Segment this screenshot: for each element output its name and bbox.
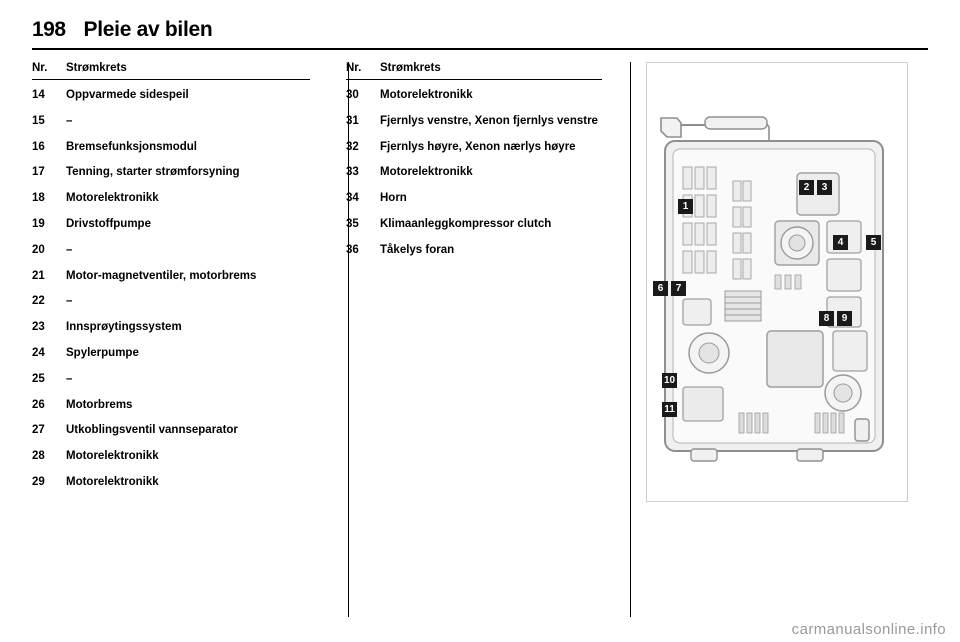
callout-9: 9 [837, 311, 852, 326]
fuse-circuit: – [66, 295, 73, 308]
fuse-number: 33 [346, 166, 359, 179]
table-row [346, 238, 602, 264]
fuse-number: 16 [32, 140, 45, 153]
fuse-circuit: Innsprøytingssystem [66, 321, 182, 334]
page-number: 198 [32, 18, 66, 41]
fuse-circuit: Klimaanleggkompressor clutch [380, 217, 552, 230]
table-header-row [32, 62, 310, 80]
callout-5: 5 [866, 235, 881, 250]
fuse-circuit: – [66, 114, 73, 127]
table-row [346, 135, 602, 161]
fuse-circuit: Fjernlys høyre, Xenon nærlys høyre [380, 140, 576, 153]
table-row [32, 444, 310, 470]
table-row [32, 109, 310, 135]
content-columns [32, 62, 928, 617]
callout-4: 4 [833, 235, 848, 250]
diagram-column [616, 62, 928, 617]
table-row [346, 80, 602, 109]
fuse-number: 27 [32, 424, 45, 437]
fuse-circuit: Motorelektronikk [380, 166, 473, 179]
fuse-number: 35 [346, 217, 359, 230]
fuse-table-column-2 [324, 62, 616, 617]
fuse-circuit: – [66, 372, 73, 385]
fuse-circuit: – [66, 243, 73, 256]
table-row [32, 341, 310, 367]
table-row [32, 212, 310, 238]
column-header-circuit: Strømkrets [66, 62, 127, 74]
table-row [32, 470, 310, 496]
fuse-number: 19 [32, 217, 45, 230]
fuse-number: 20 [32, 243, 45, 256]
fuse-number: 24 [32, 346, 45, 359]
fuse-number: 25 [32, 372, 45, 385]
fuse-circuit: Tåkelys foran [380, 243, 455, 256]
fuse-number: 18 [32, 192, 45, 205]
callout-10: 10 [664, 375, 676, 386]
fuse-table-column-1 [32, 62, 324, 617]
table-row [32, 367, 310, 393]
fuse-circuit: Oppvarmede sidespeil [66, 89, 189, 101]
fuse-circuit: Spylerpumpe [66, 346, 139, 359]
callout-2: 2 [799, 180, 814, 195]
fuse-circuit: Tenning, starter strømforsyning [66, 166, 240, 179]
fuse-number: 36 [346, 243, 359, 256]
fuse-number: 28 [32, 450, 45, 463]
callout-1: 1 [678, 199, 693, 214]
callout-6: 6 [653, 281, 668, 296]
table-row [32, 238, 310, 264]
fuse-circuit: Motorelektronikk [380, 89, 473, 101]
column-header-no: Nr. [32, 62, 48, 74]
table-row [346, 160, 602, 186]
fuse-circuit: Bremsefunksjonsmodul [66, 140, 197, 153]
table-row [32, 264, 310, 290]
fuse-number: 22 [32, 295, 45, 308]
fuse-circuit: Utkoblingsventil vannseparator [66, 424, 238, 437]
table-row [32, 80, 310, 109]
fuse-table-1 [32, 62, 310, 496]
callout-7: 7 [671, 281, 686, 296]
table-row [346, 186, 602, 212]
table-row [32, 135, 310, 161]
callout-11: 11 [662, 402, 677, 417]
fuse-circuit: Horn [380, 192, 407, 205]
fuse-circuit: Motor-magnetventiler, motorbrems [66, 269, 257, 282]
page-title: Pleie av bilen [83, 18, 213, 41]
fuse-table-2 [346, 62, 602, 264]
fuse-number: 15 [32, 114, 45, 127]
fuse-number: 34 [346, 192, 359, 205]
fuse-number: 30 [346, 89, 359, 101]
table-row [32, 315, 310, 341]
callout-3: 3 [817, 180, 832, 195]
table-row [346, 212, 602, 238]
fuse-number: 29 [32, 475, 45, 488]
fuse-number: 21 [32, 269, 45, 282]
fuse-circuit: Drivstoffpumpe [66, 217, 151, 230]
fuse-number: 14 [32, 89, 45, 101]
fuse-circuit: Motorbrems [66, 398, 133, 411]
table-row [32, 393, 310, 419]
fuse-circuit: Motorelektronikk [66, 475, 159, 488]
fuse-box-illustration [647, 63, 909, 503]
fuse-number: 31 [346, 114, 359, 127]
table-row [32, 289, 310, 315]
table-row [346, 109, 602, 135]
fuse-circuit: Motorelektronikk [66, 192, 159, 205]
fuse-circuit: Motorelektronikk [66, 450, 159, 463]
table-row [32, 418, 310, 444]
fuse-number: 32 [346, 140, 359, 153]
table-row [32, 186, 310, 212]
watermark: carmanualsonline.info [791, 621, 946, 638]
callout-8: 8 [819, 311, 834, 326]
table-row [32, 160, 310, 186]
fuse-circuit: Fjernlys venstre, Xenon fjernlys venstre [380, 114, 598, 127]
fuse-number: 23 [32, 321, 45, 334]
fuse-number: 17 [32, 166, 45, 179]
fuse-box-diagram [646, 62, 908, 502]
column-header-circuit: Strømkrets [380, 62, 441, 74]
table-header-row [346, 62, 602, 80]
page-header [32, 18, 928, 50]
fuse-number: 26 [32, 398, 45, 411]
column-header-no: Nr. [346, 62, 362, 74]
